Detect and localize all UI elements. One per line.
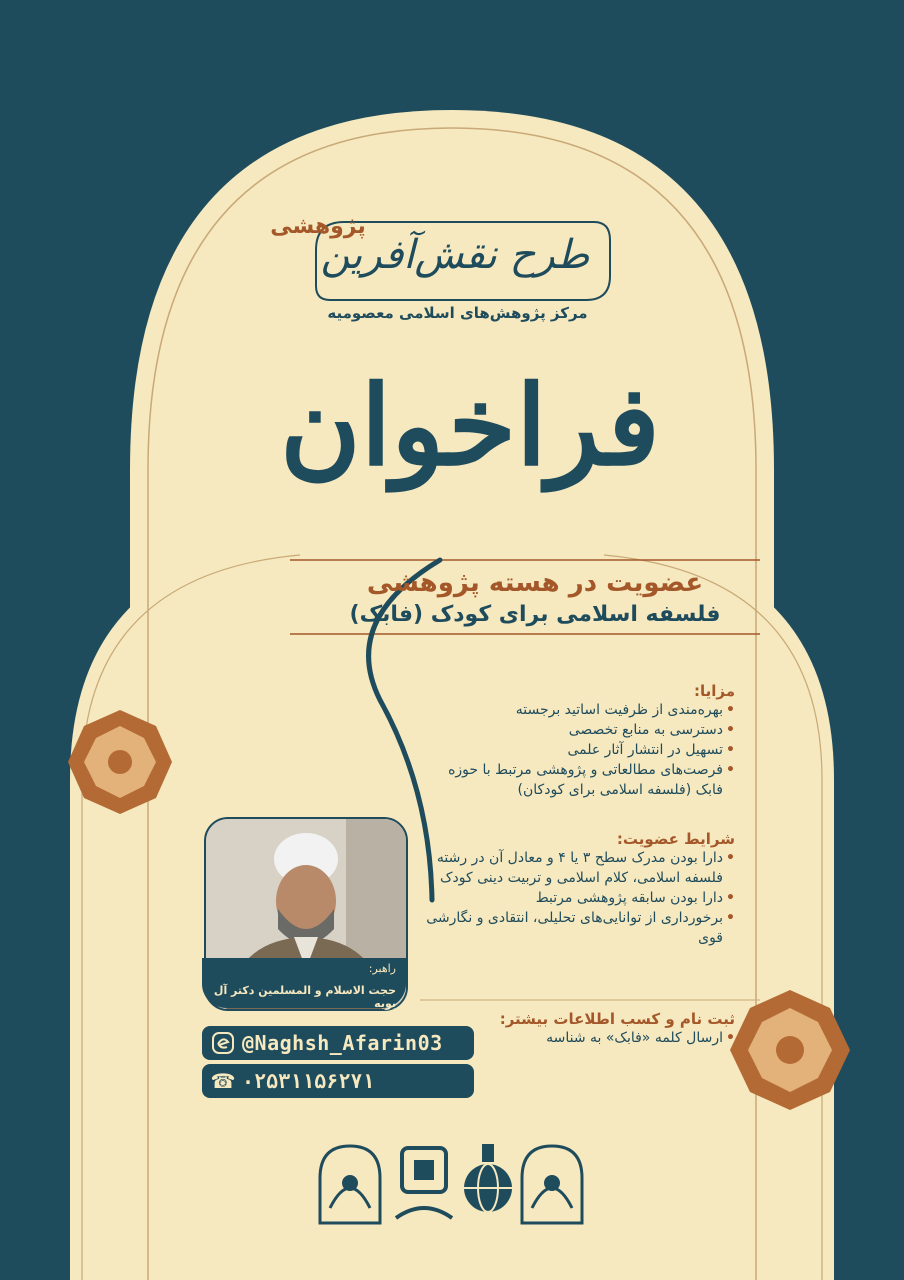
phone-pill[interactable]	[202, 1064, 474, 1098]
list-item: • بهره‌مندی از ظرفیت اساتید برجسته	[430, 700, 735, 720]
logo-script: طرح نقش‌آفرین	[320, 232, 590, 278]
eitaa-icon	[210, 1030, 236, 1056]
benefits-section	[430, 682, 735, 800]
eitaa-handle-pill[interactable]	[202, 1026, 474, 1060]
conditions-title: شرایط عضویت:	[616, 830, 735, 848]
list-item: • دارا بودن سابقه پژوهشی مرتبط	[420, 888, 735, 908]
subtitle-line1: عضویت در هسته پژوهشی	[366, 568, 704, 598]
list-item: • ارسال کلمه «فابک» به شناسه	[480, 1028, 735, 1048]
list-item: • دسترسی به منابع تخصصی	[430, 720, 735, 740]
logo-tag: پژوهشی	[270, 214, 366, 239]
phone-number: ۰۲۵۳۱۱۵۶۲۷۱	[242, 1069, 375, 1093]
benefits-list	[430, 700, 735, 800]
logo-subtitle: مرکز پژوهش‌های اسلامی معصومیه	[327, 304, 588, 322]
advisor-caption	[202, 958, 406, 1008]
list-item: • دارا بودن مدرک سطح ۳ یا ۴ و معادل آن در رشته فلسفه اسلامی، کلام اسلامی و تربیت دینی کودک	[420, 848, 735, 888]
list-item: • فرصت‌های مطالعاتی و پژوهشی مرتبط با حوزه فابک (فلسفه اسلامی برای کودکان)	[430, 760, 735, 800]
benefits-title: مزایا:	[693, 682, 735, 700]
call-title: فراخوان	[280, 361, 661, 490]
advisor-name: حجت الاسلام و المسلمین دکتر آل بویه	[213, 984, 396, 1010]
register-list	[480, 1028, 735, 1048]
advisor-role: راهبر:	[368, 962, 396, 975]
subtitle-line2: فلسفه اسلامی برای کودک (فابک)	[349, 602, 721, 627]
handle-text: @Naghsh_Afarin03	[242, 1031, 443, 1055]
register-title: ثبت نام و کسب اطلاعات بیشتر:	[499, 1010, 735, 1028]
list-item: • برخورداری از توانایی‌های تحلیلی، انتقادی و نگارشی قوی	[420, 908, 735, 948]
conditions-section	[420, 830, 735, 948]
conditions-list	[420, 848, 735, 948]
register-section	[480, 1010, 735, 1048]
masoumieh-seal-icon-2	[512, 1138, 592, 1228]
telephone-icon: ☎	[210, 1069, 236, 1093]
list-item: • تسهیل در انتشار آثار علمی	[430, 740, 735, 760]
masoumieh-seal-icon	[310, 1138, 390, 1228]
